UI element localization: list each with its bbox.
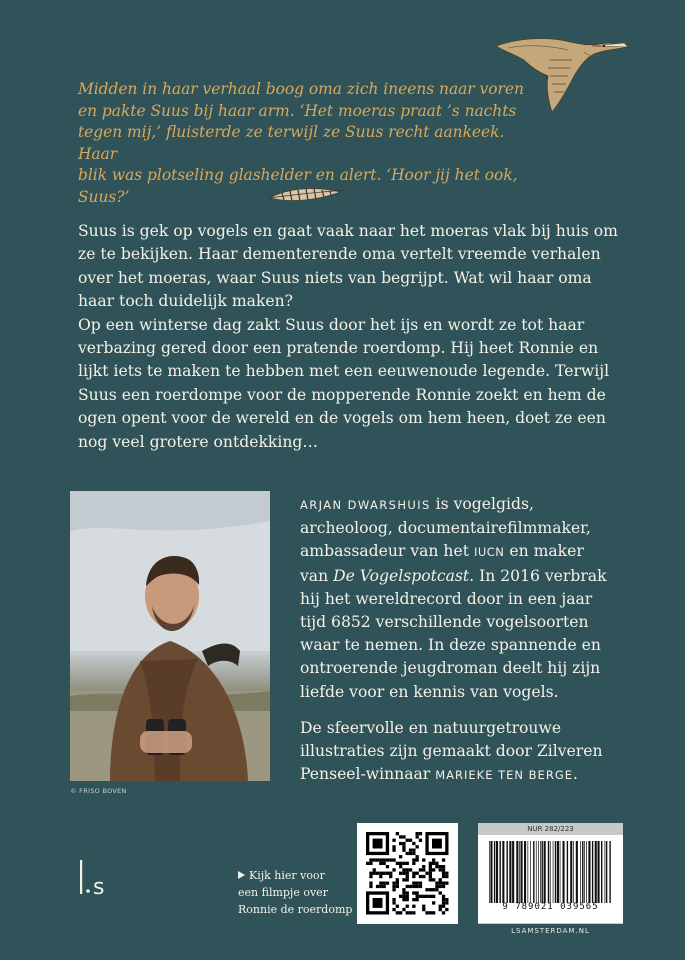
paragraph-gap (300, 704, 630, 717)
bio-text: ambassadeur van het (300, 542, 474, 561)
quote-line: tegen mij,’ fluisterde ze terwijl ze Suus recht aankeek. Haar (78, 123, 505, 163)
author-bio (300, 493, 630, 787)
author-portrait-drawing (70, 491, 270, 781)
author-photo (70, 491, 270, 781)
bio-line: archeoloog, documentairefilmmaker, (300, 519, 591, 538)
bio-line: waar te nemen. In deze spannende en (300, 636, 601, 655)
bio-line: liefde voor en kennis van vogels. (300, 682, 559, 701)
play-arrow-icon (238, 871, 245, 879)
synopsis-line: verbazing gered door een pratende roerdomp. Hij heet Ronnie en (78, 339, 599, 358)
qr-code-pattern (357, 823, 458, 924)
qr-note-line: een filmpje over (238, 885, 328, 899)
publisher-url: LSAMSTERDAM.NL (478, 923, 623, 938)
bio-text: Penseel-winnaar (300, 765, 436, 784)
bio-line: ontroerende jeugdroman deelt hij zijn (300, 659, 601, 678)
synopsis-line: lijkt iets te maken te hebben met een eeuwenoude legende. Terwijl (78, 362, 610, 381)
illustrator-line (300, 763, 630, 787)
barcode-bars (487, 841, 614, 903)
qr-note-text: Kijk hier voor (249, 869, 325, 882)
synopsis-line: over het moeras, waar Suus niets van begrijpt. Wat wil haar oma (78, 268, 592, 287)
quote-line: Midden in haar verhaal boog oma zich ineens naar voren (78, 80, 524, 98)
bio-text: van (300, 566, 334, 585)
synopsis-line: Suus is gek op vogels en gaat vaak naar het moeras vlak bij huis om (78, 222, 618, 240)
publisher-logo (78, 858, 138, 898)
bio-text: is vogelgids, (430, 495, 534, 513)
bio-text: en maker (504, 542, 584, 561)
qr-note-line (238, 868, 358, 885)
bio-line (300, 540, 630, 564)
qr-note-line: Ronnie de roerdomp (238, 902, 353, 916)
illustrator-line: De sfeervolle en natuurgetrouwe (300, 718, 562, 737)
photo-credit: © FRISO BOVEN (70, 787, 127, 795)
synopsis-line: nog veel grotere ontdekking… (78, 432, 318, 451)
podcast-title: De Vogelspotcast (333, 566, 470, 585)
qr-instructions (238, 868, 358, 918)
org-name: IUCN (473, 545, 505, 560)
synopsis-line: ze te bekijken. Haar dementerende oma vertelt vreemde verhalen (78, 245, 601, 264)
illustrator-name: MARIEKE TEN BERGE (435, 768, 573, 783)
svg-text:s: s (93, 875, 105, 898)
synopsis-line: haar toch duidelijk maken? (78, 292, 294, 311)
quote-line: en pakte Suus bij haar arm. ‘Het moeras praat ’s nachts (78, 101, 517, 120)
bio-line (300, 493, 630, 517)
bio-text: . (573, 765, 578, 784)
nur-code: NUR 282/223 (478, 823, 623, 835)
qr-code[interactable] (357, 823, 458, 924)
illustrator-line: illustraties zijn gemaakt door Zilveren (300, 742, 603, 761)
synopsis (78, 220, 618, 454)
bio-line: tijd 6852 verschillende vogelsoorten (300, 613, 589, 632)
isbn-barcode (478, 823, 623, 923)
bio-line (300, 565, 630, 588)
synopsis-line: Suus een roerdompe voor de mopperende Ronnie zoekt en hem de (78, 385, 606, 404)
feather-illustration (268, 184, 348, 206)
synopsis-line: ogen opent voor de wereld en de vogels om hem heen, doet ze een (78, 409, 606, 428)
synopsis-line: Op een winterse dag zakt Suus door het ijs en wordt ze tot haar (78, 315, 585, 334)
quote-line: blik was plotseling glashelder en alert. ‘Hoor jij het ook, Suus?’ (78, 166, 518, 206)
bio-text: . In 2016 verbrak (469, 566, 607, 585)
bio-line: hij het wereldrecord door in een jaar (300, 589, 593, 608)
author-name: ARJAN DWARSHUIS (300, 498, 431, 512)
isbn-number: 9 789021 039565 (502, 902, 599, 912)
